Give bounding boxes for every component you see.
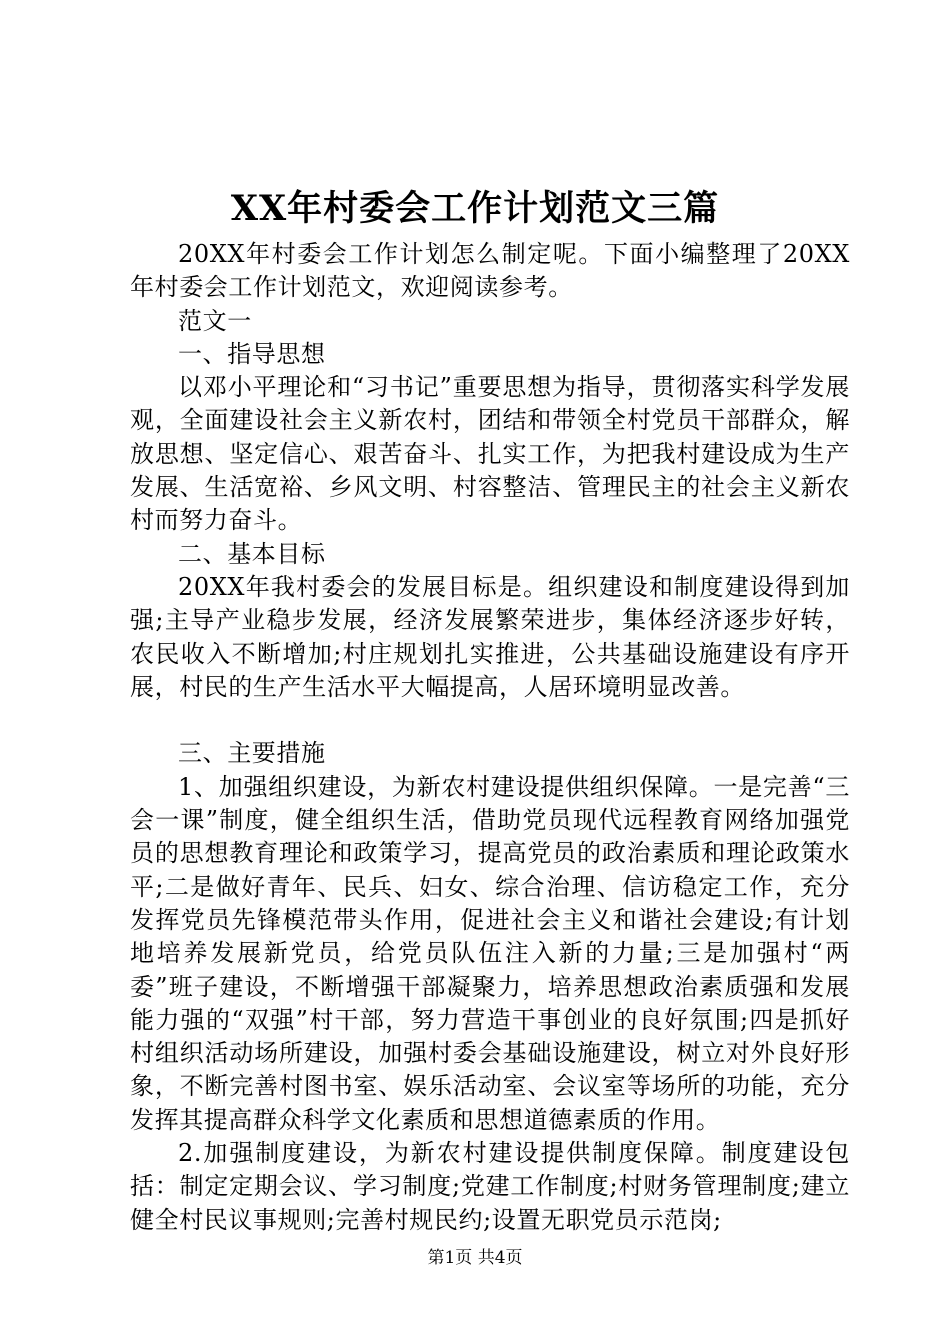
document-body — [130, 238, 850, 1237]
blank-line — [130, 704, 850, 737]
paragraph-guiding-ideology: 以邓小平理论和“习书记”重要思想为指导，贯彻落实科学发展观，全面建设社会主义新农村，团结和带领全村党员干部群众，解放思想、坚定信心、艰苦奋斗、扎实工作，为把我村建设成为生产发展、生活宽裕、乡风文明、村容整洁、管理民主的社会主义新农村而努力奋斗。 — [130, 373, 850, 535]
page-footer: 第1页 共4页 — [427, 1248, 523, 1268]
heading-basic-goals: 二、基本目标 — [178, 539, 326, 568]
paragraph-basic-goals: 20XX年我村委会的发展目标是。组织建设和制度建设得到加强;主导产业稳步发展，经济发展繁荣进步，集体经济逐步好转，农民收入不断增加;村庄规划扎实推进，公共基础设施建设有序开展，村民的生产生活水平大幅提高，人居环境明显改善。 — [130, 572, 850, 701]
section-label-sample-one: 范文一 — [178, 306, 252, 335]
paragraph-measure-one: 1、加强组织建设，为新农村建设提供组织保障。一是完善“三会一课”制度，健全组织生活，借助党员现代远程教育网络加强党员的思想教育理论和政策学习，提高党员的政治素质和理论政策水平;二是做好青年、民兵、妇女、综合治理、信访稳定工作，充分发挥党员先锋模范带头作用，促进社会主义和谐社会建设;有计划地培养发展新党员，给党员队伍注入新的力量;三是加强村“两委”班子建设，不断增强干部凝聚力，培养思想政治素质强和发展能力强的“双强”村干部，努力营造干事创业的良好氛围;四是抓好村组织活动场所建设，加强村委会基础设施建设，树立对外良好形象，不断完善村图书室、娱乐活动室、会议室等场所的功能，充分发挥其提高群众科学文化素质和思想道德素质的作用。 — [130, 772, 850, 1134]
heading-main-measures: 三、主要措施 — [178, 739, 326, 768]
intro-paragraph: 20XX年村委会工作计划怎么制定呢。下面小编整理了20XX年村委会工作计划范文，欢迎阅读参考。 — [130, 240, 850, 302]
document-title: XX年村委会工作计划范文三篇 — [230, 188, 720, 229]
heading-guiding-ideology: 一、指导思想 — [178, 339, 326, 368]
paragraph-measure-two: 2.加强制度建设，为新农村建设提供制度保障。制度建设包括：制定定期会议、学习制度;党建工作制度;村财务管理制度;建立健全村民议事规则;完善村规民约;设置无职党员示范岗; — [130, 1139, 850, 1234]
